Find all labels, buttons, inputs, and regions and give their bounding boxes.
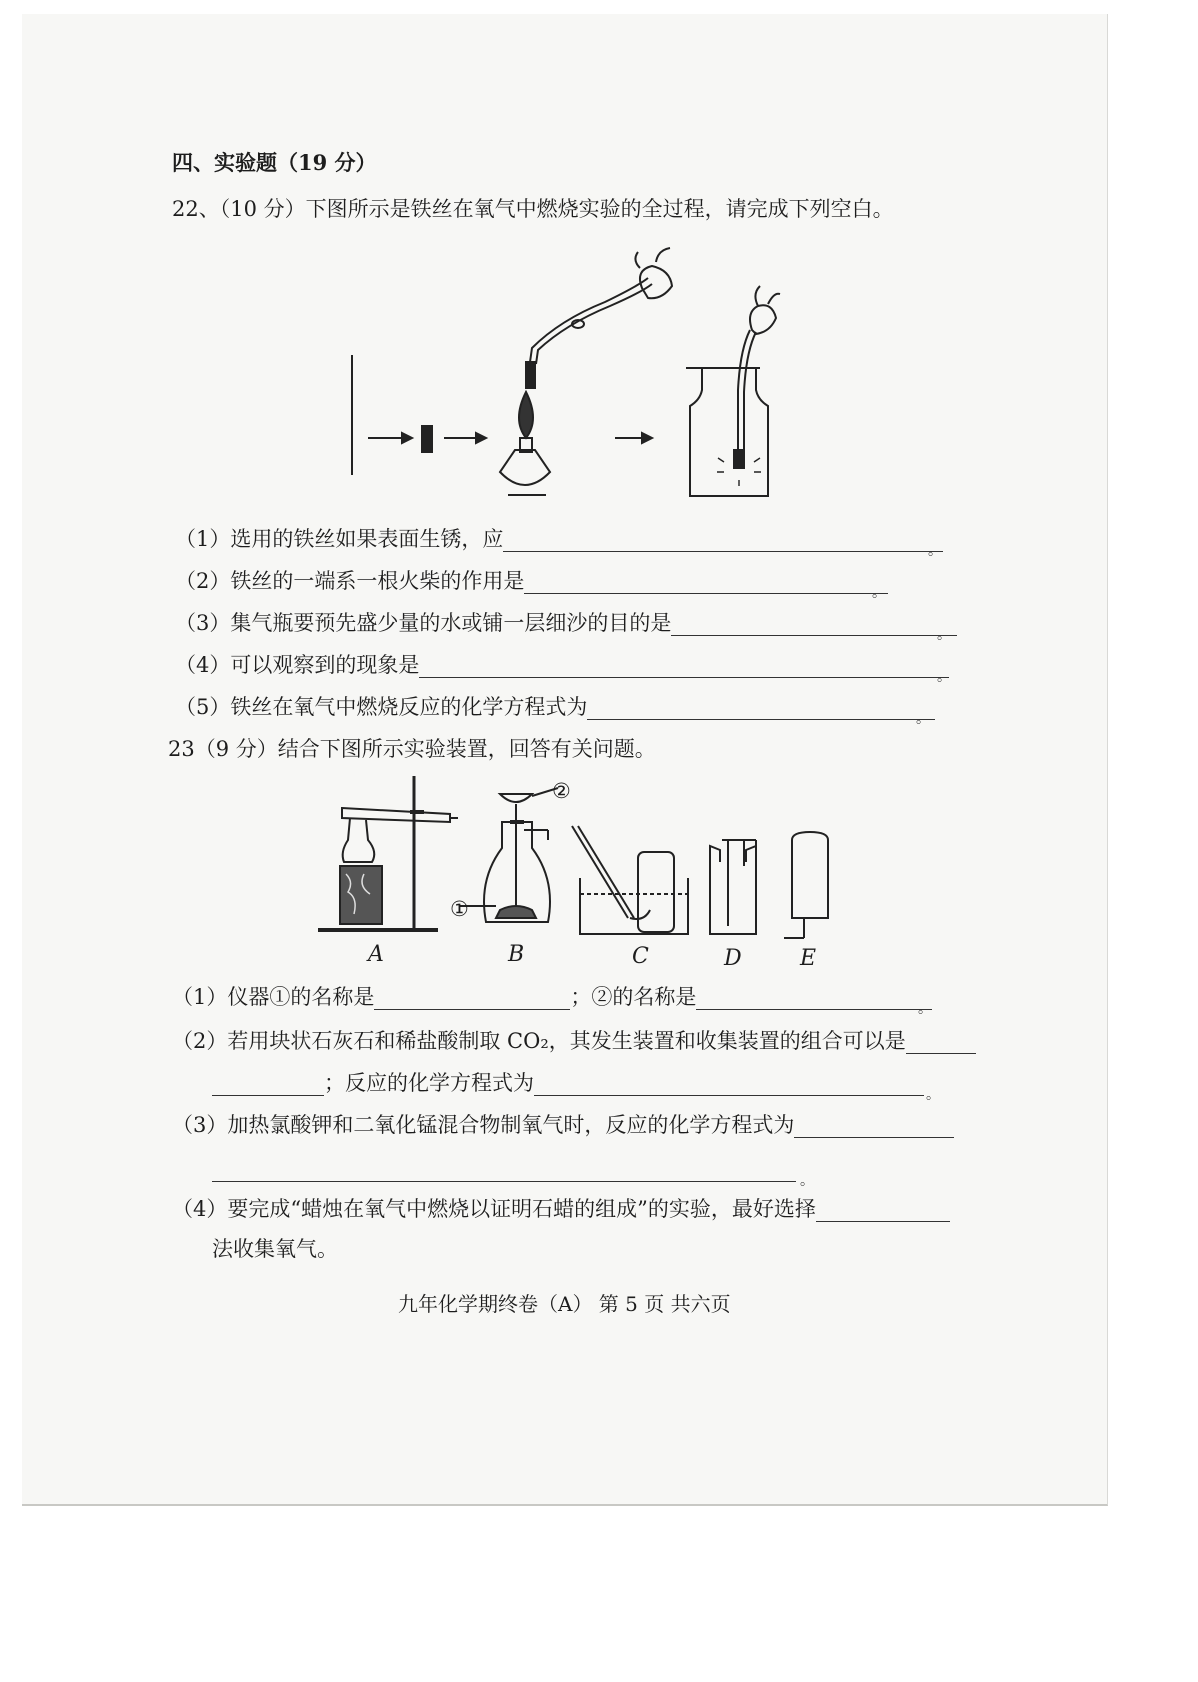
answer-blank[interactable] [212, 1075, 324, 1096]
answer-blank[interactable] [534, 1075, 924, 1096]
period-mark: 。 [918, 1001, 932, 1017]
page-footer: 九年化学期终卷（A） 第 5 页 共六页 [398, 1292, 731, 1316]
q22-item-2: （2）铁丝的一端系一根火柴的作用是 [175, 568, 888, 594]
apparatus-figure [310, 770, 850, 945]
period-mark: 。 [928, 543, 942, 559]
q23-item-3-cont [212, 1156, 796, 1182]
answer-blank[interactable] [816, 1201, 950, 1222]
period-mark: 。 [926, 1087, 940, 1103]
iron-wire-figure [340, 240, 810, 510]
q22-stem: 22、（10 分）下图所示是铁丝在氧气中燃烧实验的全过程，请完成下列空白。 [172, 197, 894, 221]
circle-label-1: ① [450, 897, 469, 921]
answer-blank[interactable] [212, 1161, 796, 1182]
period-mark: 。 [916, 711, 930, 727]
answer-blank[interactable] [906, 1033, 976, 1054]
apparatus-label-c: C [632, 944, 649, 969]
apparatus-label-e: E [800, 946, 817, 971]
period-mark: 。 [800, 1173, 814, 1189]
q22-item-5: （5）铁丝在氧气中燃烧反应的化学方程式为 [175, 694, 935, 720]
q22-item-4: （4）可以观察到的现象是 [175, 652, 949, 678]
apparatus-label-a: A [368, 942, 384, 967]
q22-item-1: （1）选用的铁丝如果表面生锈，应 [175, 526, 943, 552]
apparatus-label-b: B [508, 942, 525, 967]
q23-item-3: （3）加热氯酸钾和二氧化锰混合物制氧气时，反应的化学方程式为 [172, 1112, 954, 1138]
period-mark: 。 [872, 585, 886, 601]
answer-blank[interactable] [524, 573, 888, 594]
q23-item-4: （4）要完成“蜡烛在氧气中燃烧以证明石蜡的组成”的实验，最好选择 [172, 1196, 950, 1222]
q23-stem: 23（9 分）结合下图所示实验装置，回答有关问题。 [168, 737, 656, 761]
answer-blank[interactable] [374, 989, 570, 1010]
q23-item-4-cont: 法收集氧气。 [212, 1237, 338, 1261]
answer-blank[interactable] [419, 657, 949, 678]
q23-item-2: （2）若用块状石灰石和稀盐酸制取 CO₂，其发生装置和收集装置的组合可以是 [172, 1028, 976, 1054]
period-mark: 。 [937, 627, 951, 643]
period-mark: 。 [937, 669, 951, 685]
answer-blank[interactable] [671, 615, 957, 636]
answer-blank[interactable] [503, 531, 943, 552]
q23-item-2-cont: ；反应的化学方程式为 [212, 1070, 924, 1096]
answer-blank[interactable] [794, 1117, 954, 1138]
q23-item-1: （1）仪器①的名称是 ；②的名称是 [172, 984, 932, 1010]
answer-blank[interactable] [696, 989, 932, 1010]
section-title: 四、实验题（19 分） [172, 150, 377, 175]
circle-label-2: ② [552, 779, 571, 803]
answer-blank[interactable] [587, 699, 935, 720]
apparatus-label-d: D [724, 946, 742, 971]
q22-item-3: （3）集气瓶要预先盛少量的水或铺一层细沙的目的是 [175, 610, 957, 636]
